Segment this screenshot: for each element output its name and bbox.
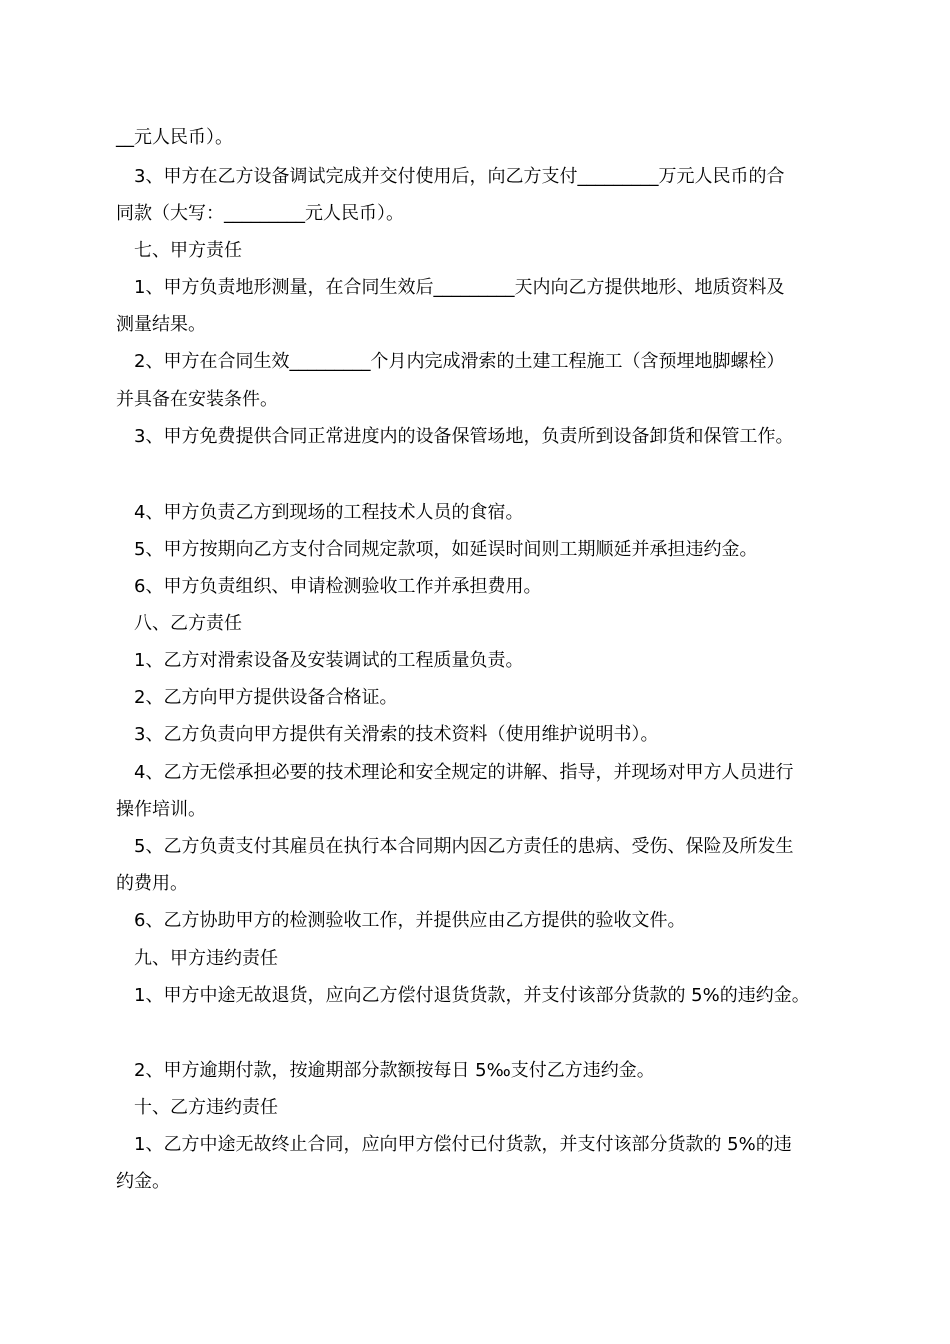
text-line: __元人民币）。 [116, 127, 233, 148]
section-heading: 七、甲方责任 [134, 240, 242, 261]
text-line: 同款（大写：_________元人民币）。 [116, 203, 404, 224]
text-line: 3、乙方负责向甲方提供有关滑索的技术资料（使用维护说明书）。 [134, 724, 659, 745]
text-line: 2、甲方逾期付款，按逾期部分款额按每日 5‰支付乙方违约金。 [134, 1060, 655, 1081]
text-line: 1、乙方中途无故终止合同，应向甲方偿付已付货款，并支付该部分货款的 5%的违 [134, 1134, 792, 1155]
text-line: 并具备在安装条件。 [116, 389, 278, 410]
text-line: 1、乙方对滑索设备及安装调试的工程质量负责。 [134, 650, 524, 671]
section-heading: 十、乙方违约责任 [134, 1097, 278, 1118]
text-line: 约金。 [116, 1171, 170, 1192]
text-line: 4、甲方负责乙方到现场的工程技术人员的食宿。 [134, 502, 524, 523]
text-line: 4、乙方无偿承担必要的技术理论和安全规定的讲解、指导，并现场对甲方人员进行 [134, 762, 794, 783]
text-line: 2、甲方在合同生效_________个月内完成滑索的土建工程施工（含预埋地脚螺栓） [134, 351, 785, 372]
text-line: 3、甲方免费提供合同正常进度内的设备保管场地，负责所到设备卸货和保管工作。 [134, 426, 794, 447]
text-line: 2、乙方向甲方提供设备合格证。 [134, 687, 398, 708]
section-heading: 八、乙方责任 [134, 613, 242, 634]
text-line: 操作培训。 [116, 799, 206, 820]
text-line: 1、甲方负责地形测量，在合同生效后_________天内向乙方提供地形、地质资料及 [134, 277, 785, 298]
text-line: 6、乙方协助甲方的检测验收工作，并提供应由乙方提供的验收文件。 [134, 910, 686, 931]
text-line: 5、乙方负责支付其雇员在执行本合同期内因乙方责任的患病、受伤、保险及所发生 [134, 836, 794, 857]
text-line: 6、甲方负责组织、申请检测验收工作并承担费用。 [134, 576, 542, 597]
text-line: 的费用。 [116, 873, 188, 894]
text-line: 1、甲方中途无故退货，应向乙方偿付退货货款，并支付该部分货款的 5%的违约金。 [134, 985, 810, 1006]
text-line: 3、甲方在乙方设备调试完成并交付使用后，向乙方支付_________万元人民币的合 [134, 166, 785, 187]
text-line: 5、甲方按期向乙方支付合同规定款项，如延误时间则工期顺延并承担违约金。 [134, 539, 758, 560]
section-heading: 九、甲方违约责任 [134, 948, 278, 969]
text-line: 测量结果。 [116, 314, 206, 335]
